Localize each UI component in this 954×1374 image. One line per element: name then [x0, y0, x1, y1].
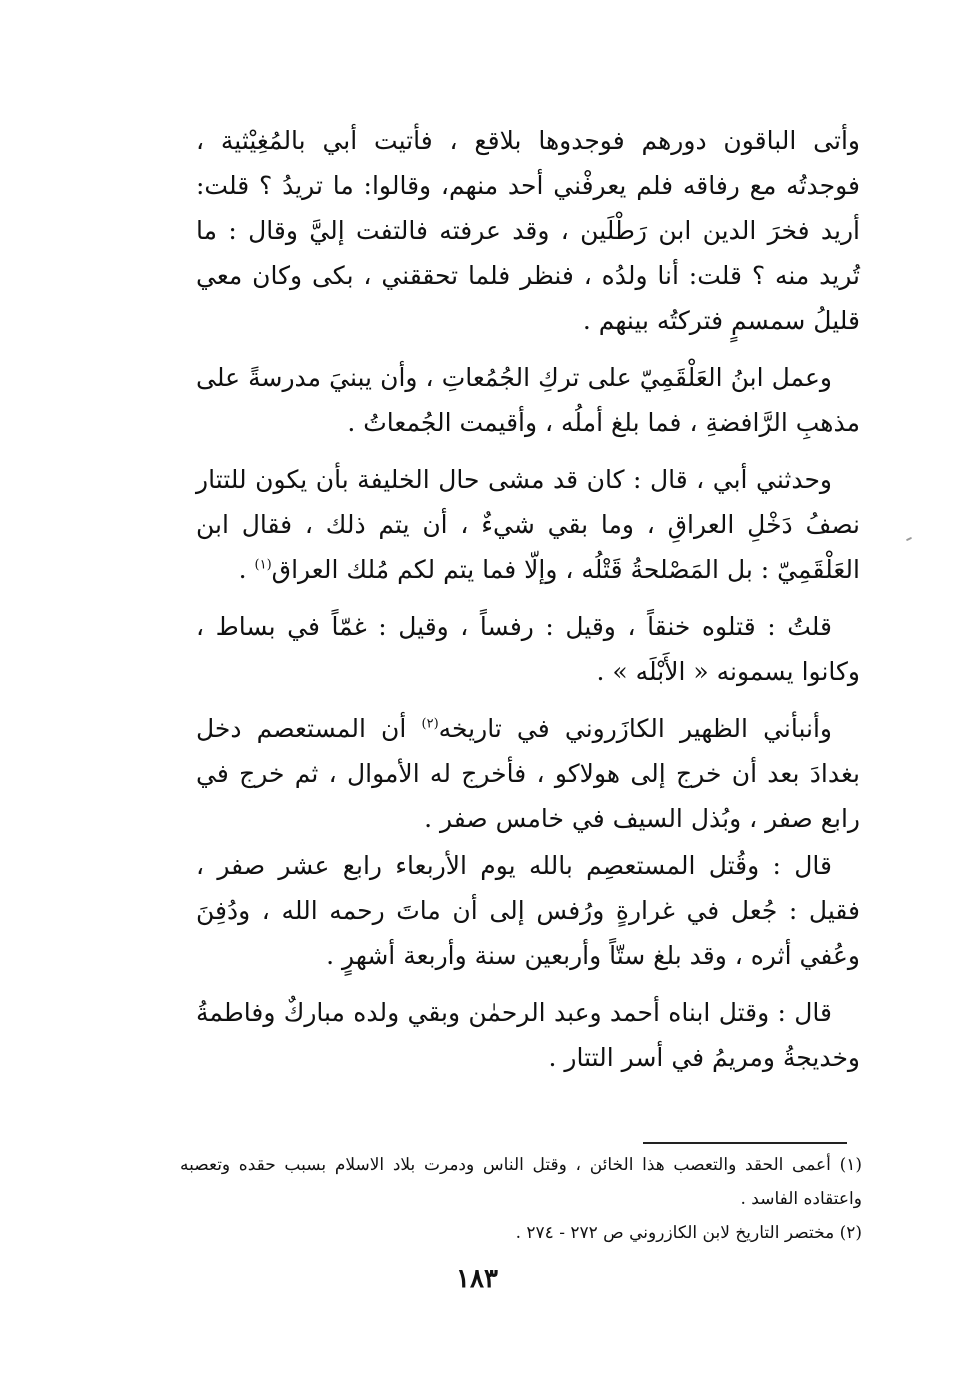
- paragraph-6: [196, 843, 860, 978]
- footnote-ref-2: (٢): [421, 716, 439, 732]
- paragraph-1-text: وأتى الباقون دورهم فوجدوها بلاقع ، فأتيت أبي بالمُغِيْثية ، فوجدتُه مع رفاقه فلم يعرفْني أحد منهم، وقالوا: ما تريدُ ؟ قلت: أريد فخرَ الدين ابن رَطْلَين ، وقد عرفته فالتفت إليَّ وقال : ما تُريد منه ؟ قلت: أنا ولدُه ، فنظر فلما تحققني ، بكى وكان معي قليلُ سمسمٍ فتركتُه بينهم .: [196, 126, 860, 335]
- paragraph-3: [196, 457, 860, 592]
- paragraph-7: [196, 990, 860, 1080]
- scan-speck: [906, 537, 912, 541]
- paragraph-3-tail: .: [238, 555, 255, 584]
- paragraph-5-text: وأنبأني الظهير الكازَروني في تاريخه: [438, 714, 833, 743]
- paragraph-2: [196, 355, 860, 445]
- footnote-ref-1: (١): [254, 557, 272, 573]
- footnote-1: (١) أعمى الحقد والتعصب هذا الخائن ، وقتل الناس ودمرت بلاد الاسلام بسبب حقده وتعصبه واعتقاده الفاسد .: [180, 1155, 862, 1209]
- paragraph-6-text: قال : وقُتل المستعصِم بالله يوم الأربعاء رابع عشر صفر ، فقيل : جُعل في غرارةٍ ورُفس إلى أن ماتَ رحمه الله ، ودُفِنَ وعُفي أثره ، وقد بلغ ستّاً وأربعين سنة وأربعة أشهرٍ .: [196, 851, 860, 970]
- paragraph-2-text: وعمل ابنُ العَلْقَمِيّ على تركِ الجُمُعاتِ ، وأن يبنيَ مدرسةً على مذهبِ الرَّافضةِ ، فما بلغ أملُه ، وأقيمت الجُمعاتُ .: [196, 363, 860, 437]
- paragraph-1: [196, 118, 860, 343]
- paragraph-4-text: قلتُ : قتلوه خنقاً ، وقيل : رفساً ، وقيل : غمّاً في بساط ، وكانوا يسمونه « الأَبْلَه » .: [196, 612, 860, 686]
- footnotes: [180, 1148, 862, 1250]
- paragraph-5-tail: أن المستعصم دخل بغدادَ: [196, 714, 860, 788]
- main-text: [196, 118, 860, 1092]
- paragraph-4: [196, 604, 860, 694]
- page-number: ١٨٣: [456, 1264, 498, 1294]
- paragraph-5: [196, 706, 860, 841]
- paragraph-5-continued: بعد أن خرج إلى هولاكو ، فأخرج له الأموال ، ثم خرج في رابع صفر ، وبُذل السيف في خامس صفر .: [196, 759, 860, 833]
- footnote-2: (٢) مختصر التاريخ لابن الكازروني ص ٢٧٢ - ٢٧٤ .: [515, 1223, 862, 1243]
- paragraph-3-text: وحدثني أبي ، قال : كان قد مشى حال الخليفة بأن يكون للتتار نصفُ دَخْلِ العراقِ ، وما بقي شيءٌ ، أن يتم ذلك ، فقال ابن العَلْقَمِيّ : بل المَصْلحةُ قَتْلُه ، وإلّا فما يتم لكم مُلك العراق: [196, 465, 860, 584]
- footnote-separator: [643, 1142, 847, 1144]
- paragraph-7-text: قال : وقتل ابناه أحمد وعبد الرحمٰن وبقي ولده مباركٌ وفاطمةُ وخديجةُ ومريمُ في أسر التتار .: [196, 998, 860, 1072]
